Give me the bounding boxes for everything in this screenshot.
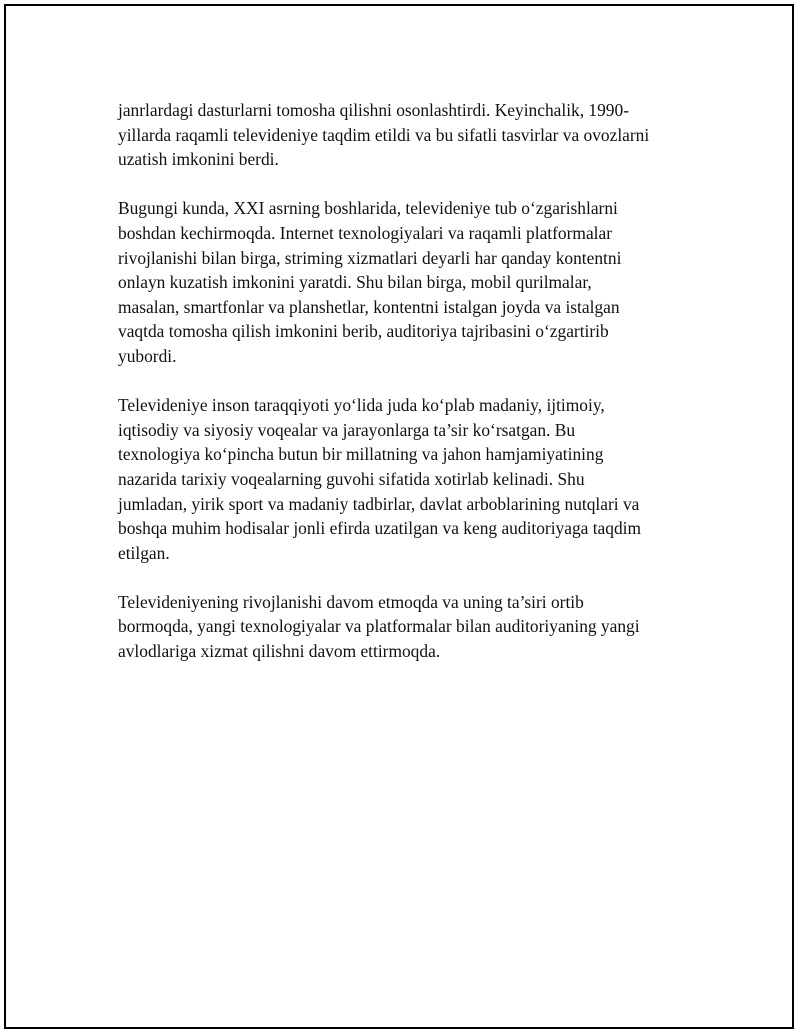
text-line: boshdan kechirmoqda. Internet texnologiyalari va raqamli platformalar xyxy=(118,222,613,243)
text-line: boshqa muhim hodisalar jonli efirda uzatilgan va keng auditoriyaga taqdim xyxy=(118,518,642,539)
document-page xyxy=(4,4,794,1029)
text-line: bormoqda, yangi texnologiyalar va platformalar bilan auditoriyaning yangi xyxy=(118,616,640,637)
text-line: nazarida tarixiy voqealarning guvohi sifatida xotirlab kelinadi. Shu xyxy=(118,468,585,489)
text-line: onlayn kuzatish imkonini yaratdi. Shu bilan birga, mobil qurilmalar, xyxy=(118,272,592,293)
text-line: uzatish imkonini berdi. xyxy=(118,149,279,170)
text-line: vaqtda tomosha qilish imkonini berib, auditoriya tajribasini o‘zgartirib xyxy=(118,321,609,342)
paragraph-2 xyxy=(118,196,708,368)
text-line: iqtisodiy va siyosiy voqealar va jarayonlarga ta’sir ko‘rsatgan. Bu xyxy=(118,419,576,440)
paragraph-1 xyxy=(118,98,708,172)
text-line: jumladan, yirik sport va madaniy tadbirlar, davlat arboblarining nutqlari va xyxy=(118,493,640,514)
paragraph-4 xyxy=(118,590,708,664)
text-line: Bugungi kunda, XXI asrning boshlarida, televideniye tub o‘zgarishlarni xyxy=(118,198,618,219)
text-line: texnologiya ko‘pincha butun bir millatning va jahon hamjamiyatining xyxy=(118,444,604,465)
text-line: etilgan. xyxy=(118,542,170,563)
text-line: rivojlanishi bilan birga, striming xizmatlari deyarli har qanday kontentni xyxy=(118,247,622,268)
text-line: avlodlariga xizmat qilishni davom ettirmoqda. xyxy=(118,641,441,662)
document-body xyxy=(118,98,708,688)
text-line: yubordi. xyxy=(118,345,177,366)
text-line: Televideniye inson taraqqiyoti yo‘lida juda ko‘plab madaniy, ijtimoiy, xyxy=(118,395,605,416)
text-line: masalan, smartfonlar va planshetlar, kontentni istalgan joyda va istalgan xyxy=(118,296,620,317)
text-line: janrlardagi dasturlarni tomosha qilishni osonlashtirdi. Keyinchalik, 1990- xyxy=(118,100,629,120)
text-line: Televideniyening rivojlanishi davom etmoqda va uning ta’siri ortib xyxy=(118,591,584,612)
paragraph-3 xyxy=(118,393,708,565)
text-line: yillarda raqamli televideniye taqdim etildi va bu sifatli tasvirlar va ovozlarni xyxy=(118,124,650,145)
